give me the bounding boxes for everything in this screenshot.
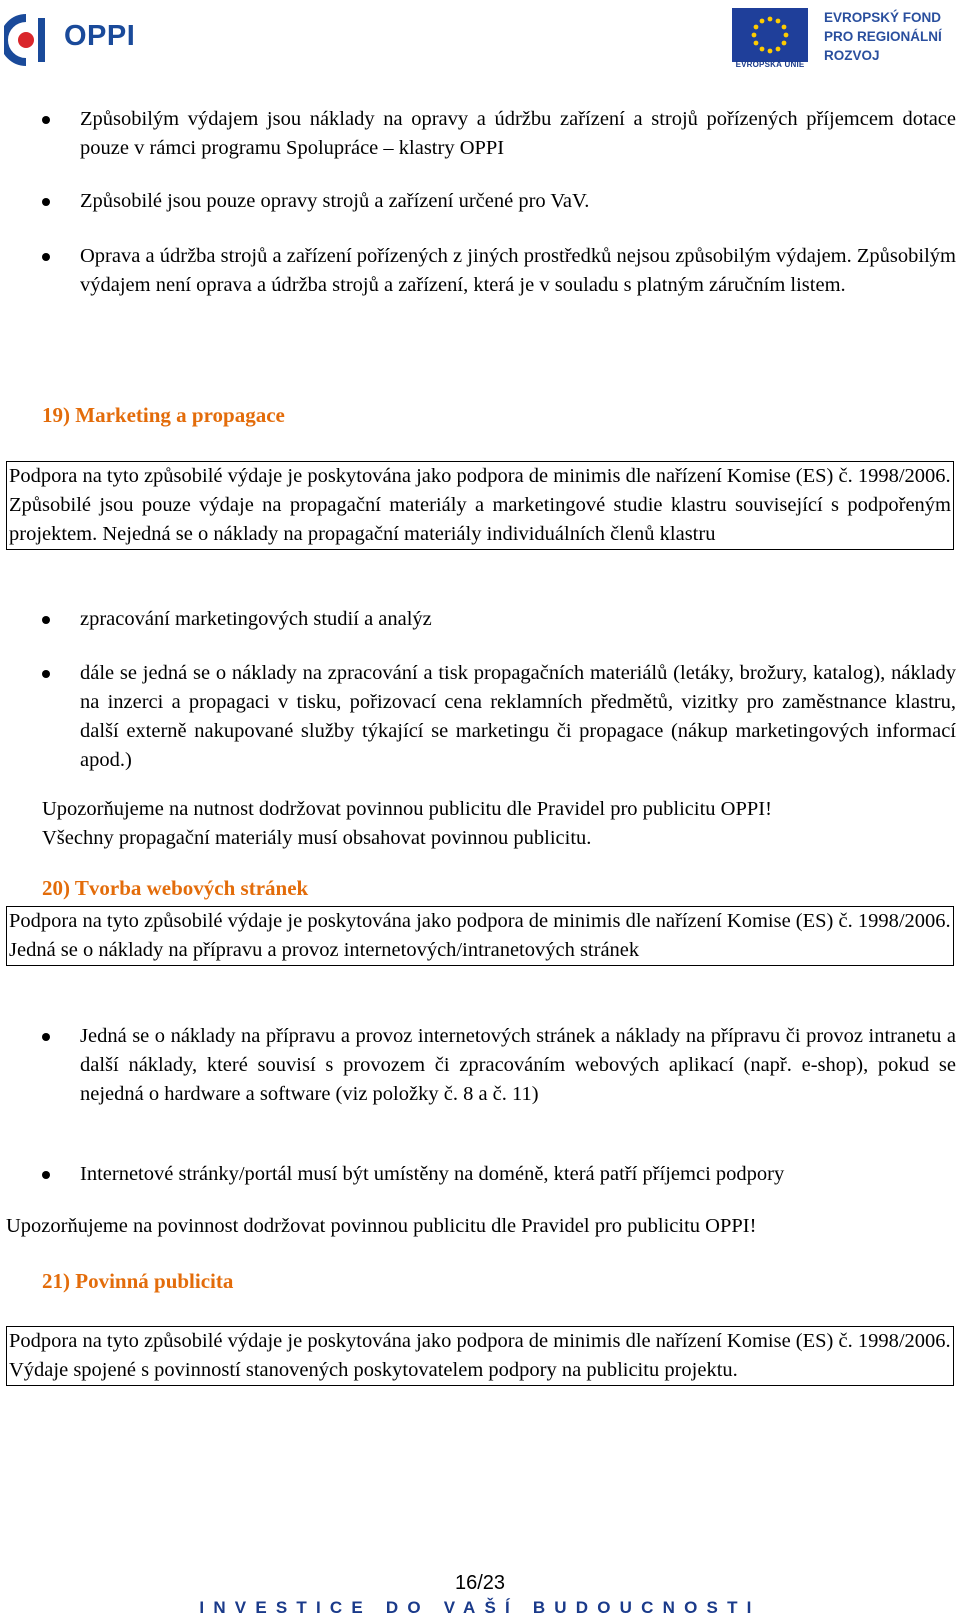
- page-number: 16/23: [454, 1572, 506, 1594]
- publicity-note: Upozorňujeme na povinnost dodržovat povinnou publicitu dle Pravidel pro publicitu OPPI!: [6, 1215, 757, 1237]
- bullet-dot: [42, 116, 50, 124]
- box-paragraph: Jedná se o náklady na přípravu a provoz internetových/intranetových stránek: [9, 939, 640, 961]
- publicity-note: [42, 795, 956, 853]
- box-paragraph: Způsobilé jsou pouze výdaje na propagační materiály a marketingové studie klastru související s podpořeným projektem. Nejedná se o náklady na propagační materiály individuálních členů klastru: [9, 494, 951, 545]
- bullet-dot: [42, 1033, 50, 1041]
- list-item: dále se jedná se o náklady na zpracování a tisk propagačních materiálů (letáky, brožury, katalog), náklady na inzerci a propagaci v tisku, pořizovací cena reklamních předmětů, vizitky pro zaměstnance klastru, další externě nakupované služby týkající se marketingu či propagace (nákup marketingových informací apod.): [80, 662, 956, 771]
- section-heading: 20) Tvorba webových stránek: [42, 876, 309, 900]
- bullet-dot: [42, 253, 50, 261]
- list-item: Způsobilým výdajem jsou náklady na opravy a údržbu zařízení a strojů pořízených příjemcem dotace pouze v rámci programu Spolupráce – klastry OPPI: [80, 108, 956, 159]
- eu-flag: [732, 8, 808, 62]
- bullet-dot: [42, 670, 50, 678]
- info-box: [6, 1326, 954, 1386]
- box-paragraph: Podpora na tyto způsobilé výdaje je poskytována jako podpora de minimis dle nařízení Komise (ES) č. 1998/2006.: [9, 1330, 951, 1352]
- box-paragraph: Podpora na tyto způsobilé výdaje je poskytována jako podpora de minimis dle nařízení Komise (ES) č. 1998/2006.: [9, 465, 951, 487]
- oppi-logo-mark-icon: [4, 12, 60, 68]
- section-heading: 21) Povinná publicita: [42, 1269, 234, 1293]
- box-paragraph: Výdaje spojené s povinností stanovených poskytovatelem podpory na publicitu projektu.: [9, 1359, 738, 1381]
- oppi-logo-text: OPPI: [64, 20, 136, 52]
- bullet-dot: [42, 198, 50, 206]
- info-box: [6, 461, 954, 550]
- list-item: Internetové stránky/portál musí být umístěny na doméně, která patří příjemci podpory: [80, 1163, 785, 1185]
- eu-fund-line-2: PRO REGIONÁLNÍ: [824, 29, 942, 44]
- list-item: Oprava a údržba strojů a zařízení pořízených z jiných prostředků nejsou způsobilým výdajem. Způsobilým výdajem není oprava a údržba strojů a zařízení, která je v souladu s platným záručním listem.: [80, 245, 956, 296]
- bullet-dot: [42, 1171, 50, 1179]
- publicity-note-line-2: Všechny propagační materiály musí obsahovat povinnou publicitu.: [42, 827, 592, 849]
- list-item: Jedná se o náklady na přípravu a provoz internetových stránek a náklady na přípravu či provoz intranetu a další náklady, které souvisí s provozem či zpracováním webových aplikací (např. e-shop), pokud se nejedná o hardware a software (viz položky č. 8 a č. 11): [80, 1025, 956, 1105]
- publicity-note-line-1: Upozorňujeme na nutnost dodržovat povinnou publicitu dle Pravidel pro publicitu OPPI!: [42, 798, 772, 820]
- box-paragraph: Podpora na tyto způsobilé výdaje je poskytována jako podpora de minimis dle nařízení Komise (ES) č. 1998/2006.: [9, 910, 951, 932]
- list-item: zpracování marketingových studií a analýz: [80, 608, 432, 630]
- list-item: Způsobilé jsou pouze opravy strojů a zařízení určené pro VaV.: [80, 190, 590, 212]
- bullet-dot: [42, 616, 50, 624]
- eu-fund-line-1: EVROPSKÝ FOND: [824, 10, 942, 25]
- eu-fund-name: [824, 8, 942, 65]
- section-heading: 19) Marketing a propagace: [42, 403, 285, 427]
- info-box: [6, 906, 954, 966]
- footer-slogan: INVESTICE DO VAŠÍ BUDOUCNOSTI: [199, 1598, 761, 1617]
- eu-fund-line-3: ROZVOJ: [824, 48, 880, 63]
- eu-flag-caption: EVROPSKÁ UNIE: [735, 60, 805, 69]
- eu-stars-icon: [732, 8, 808, 62]
